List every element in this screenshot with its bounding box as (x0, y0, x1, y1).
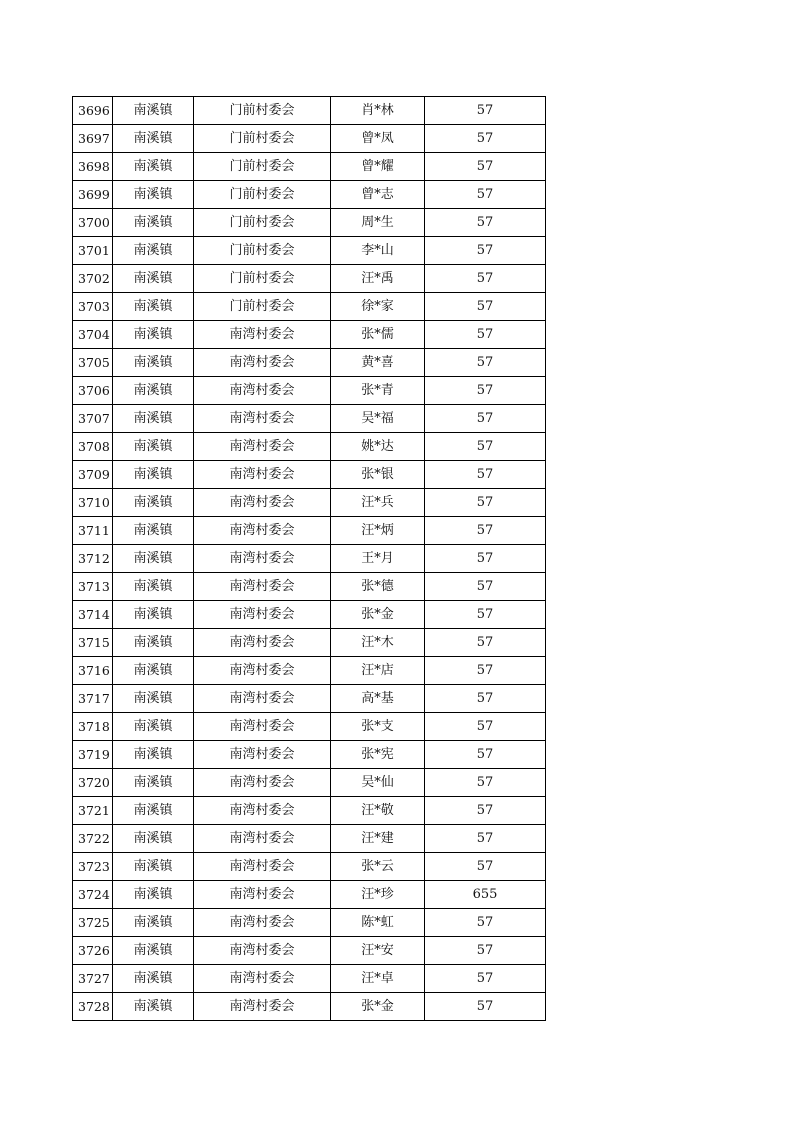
table-row (73, 965, 546, 993)
cell-id: 3701 (73, 237, 113, 265)
cell-name: 汪*禹 (331, 265, 425, 293)
table-row (73, 461, 546, 489)
cell-town: 南溪镇 (113, 573, 194, 601)
table-row (73, 685, 546, 713)
cell-town: 南溪镇 (113, 125, 194, 153)
cell-village: 南湾村委会 (194, 461, 331, 489)
cell-amount: 57 (425, 293, 546, 321)
cell-amount: 57 (425, 209, 546, 237)
cell-town: 南溪镇 (113, 629, 194, 657)
roster-table (72, 96, 546, 1021)
cell-id: 3702 (73, 265, 113, 293)
cell-amount: 57 (425, 629, 546, 657)
cell-town: 南溪镇 (113, 293, 194, 321)
cell-amount: 57 (425, 825, 546, 853)
cell-name: 汪*建 (331, 825, 425, 853)
table-row (73, 545, 546, 573)
table-row (73, 265, 546, 293)
cell-id: 3726 (73, 937, 113, 965)
cell-id: 3699 (73, 181, 113, 209)
cell-village: 南湾村委会 (194, 433, 331, 461)
cell-id: 3727 (73, 965, 113, 993)
cell-name: 张*云 (331, 853, 425, 881)
cell-amount: 57 (425, 97, 546, 125)
cell-amount: 57 (425, 909, 546, 937)
cell-id: 3720 (73, 769, 113, 797)
cell-id: 3717 (73, 685, 113, 713)
cell-village: 南湾村委会 (194, 321, 331, 349)
cell-amount: 57 (425, 601, 546, 629)
cell-amount: 57 (425, 741, 546, 769)
cell-village: 南湾村委会 (194, 517, 331, 545)
cell-town: 南溪镇 (113, 181, 194, 209)
cell-town: 南溪镇 (113, 713, 194, 741)
cell-name: 徐*家 (331, 293, 425, 321)
cell-town: 南溪镇 (113, 601, 194, 629)
cell-amount: 57 (425, 489, 546, 517)
cell-id: 3722 (73, 825, 113, 853)
cell-town: 南溪镇 (113, 741, 194, 769)
cell-village: 南湾村委会 (194, 993, 331, 1021)
cell-id: 3706 (73, 377, 113, 405)
cell-town: 南溪镇 (113, 377, 194, 405)
cell-town: 南溪镇 (113, 685, 194, 713)
table-row (73, 293, 546, 321)
cell-town: 南溪镇 (113, 881, 194, 909)
cell-name: 曾*志 (331, 181, 425, 209)
cell-town: 南溪镇 (113, 237, 194, 265)
cell-id: 3703 (73, 293, 113, 321)
cell-name: 黄*喜 (331, 349, 425, 377)
cell-village: 南湾村委会 (194, 825, 331, 853)
roster-table-body (73, 97, 546, 1021)
table-row (73, 97, 546, 125)
cell-town: 南溪镇 (113, 489, 194, 517)
table-row (73, 405, 546, 433)
cell-amount: 57 (425, 517, 546, 545)
table-row (73, 629, 546, 657)
cell-name: 张*金 (331, 601, 425, 629)
cell-town: 南溪镇 (113, 265, 194, 293)
cell-name: 周*生 (331, 209, 425, 237)
cell-amount: 57 (425, 657, 546, 685)
cell-id: 3725 (73, 909, 113, 937)
cell-id: 3716 (73, 657, 113, 685)
cell-town: 南溪镇 (113, 545, 194, 573)
cell-name: 张*儒 (331, 321, 425, 349)
cell-village: 南湾村委会 (194, 657, 331, 685)
cell-town: 南溪镇 (113, 517, 194, 545)
cell-name: 张*金 (331, 993, 425, 1021)
cell-id: 3723 (73, 853, 113, 881)
cell-name: 汪*珍 (331, 881, 425, 909)
cell-town: 南溪镇 (113, 965, 194, 993)
cell-village: 门前村委会 (194, 153, 331, 181)
cell-amount: 57 (425, 797, 546, 825)
table-row (73, 657, 546, 685)
cell-name: 汪*店 (331, 657, 425, 685)
cell-village: 南湾村委会 (194, 881, 331, 909)
table-row (73, 909, 546, 937)
cell-amount: 57 (425, 573, 546, 601)
cell-village: 门前村委会 (194, 265, 331, 293)
table-row (73, 993, 546, 1021)
cell-name: 曾*凤 (331, 125, 425, 153)
cell-village: 门前村委会 (194, 209, 331, 237)
cell-town: 南溪镇 (113, 909, 194, 937)
cell-id: 3714 (73, 601, 113, 629)
cell-id: 3711 (73, 517, 113, 545)
cell-name: 曾*耀 (331, 153, 425, 181)
cell-id: 3728 (73, 993, 113, 1021)
cell-name: 吴*福 (331, 405, 425, 433)
cell-name: 汪*卓 (331, 965, 425, 993)
cell-village: 南湾村委会 (194, 377, 331, 405)
cell-village: 南湾村委会 (194, 965, 331, 993)
cell-village: 南湾村委会 (194, 545, 331, 573)
cell-village: 南湾村委会 (194, 797, 331, 825)
cell-id: 3712 (73, 545, 113, 573)
cell-name: 张*银 (331, 461, 425, 489)
cell-id: 3709 (73, 461, 113, 489)
cell-name: 汪*敬 (331, 797, 425, 825)
cell-id: 3696 (73, 97, 113, 125)
cell-amount: 57 (425, 965, 546, 993)
cell-name: 张*德 (331, 573, 425, 601)
cell-village: 南湾村委会 (194, 909, 331, 937)
table-row (73, 853, 546, 881)
cell-amount: 57 (425, 461, 546, 489)
table-row (73, 881, 546, 909)
cell-name: 吴*仙 (331, 769, 425, 797)
table-row (73, 797, 546, 825)
cell-village: 南湾村委会 (194, 629, 331, 657)
cell-town: 南溪镇 (113, 657, 194, 685)
cell-name: 汪*炳 (331, 517, 425, 545)
cell-village: 南湾村委会 (194, 601, 331, 629)
cell-id: 3698 (73, 153, 113, 181)
cell-village: 南湾村委会 (194, 769, 331, 797)
cell-name: 汪*木 (331, 629, 425, 657)
cell-amount: 57 (425, 125, 546, 153)
table-row (73, 377, 546, 405)
cell-town: 南溪镇 (113, 993, 194, 1021)
cell-amount: 57 (425, 265, 546, 293)
cell-amount: 57 (425, 713, 546, 741)
cell-town: 南溪镇 (113, 433, 194, 461)
cell-village: 南湾村委会 (194, 853, 331, 881)
cell-town: 南溪镇 (113, 853, 194, 881)
cell-id: 3718 (73, 713, 113, 741)
cell-name: 肖*林 (331, 97, 425, 125)
cell-id: 3710 (73, 489, 113, 517)
cell-amount: 57 (425, 853, 546, 881)
cell-name: 王*月 (331, 545, 425, 573)
cell-id: 3704 (73, 321, 113, 349)
cell-amount: 57 (425, 685, 546, 713)
table-row (73, 573, 546, 601)
cell-id: 3715 (73, 629, 113, 657)
cell-name: 张*宪 (331, 741, 425, 769)
cell-town: 南溪镇 (113, 937, 194, 965)
cell-id: 3707 (73, 405, 113, 433)
cell-village: 门前村委会 (194, 237, 331, 265)
cell-village: 门前村委会 (194, 125, 331, 153)
cell-village: 南湾村委会 (194, 685, 331, 713)
cell-id: 3700 (73, 209, 113, 237)
table-row (73, 825, 546, 853)
cell-name: 汪*兵 (331, 489, 425, 517)
cell-amount: 57 (425, 937, 546, 965)
cell-id: 3708 (73, 433, 113, 461)
cell-town: 南溪镇 (113, 461, 194, 489)
cell-town: 南溪镇 (113, 769, 194, 797)
cell-name: 汪*安 (331, 937, 425, 965)
cell-amount: 57 (425, 433, 546, 461)
cell-village: 南湾村委会 (194, 489, 331, 517)
cell-id: 3713 (73, 573, 113, 601)
cell-town: 南溪镇 (113, 153, 194, 181)
cell-village: 南湾村委会 (194, 741, 331, 769)
cell-name: 李*山 (331, 237, 425, 265)
cell-amount: 57 (425, 377, 546, 405)
table-row (73, 237, 546, 265)
table-row (73, 517, 546, 545)
table-row (73, 769, 546, 797)
cell-amount: 57 (425, 545, 546, 573)
cell-village: 门前村委会 (194, 97, 331, 125)
cell-amount: 57 (425, 321, 546, 349)
cell-name: 张*青 (331, 377, 425, 405)
table-row (73, 153, 546, 181)
cell-id: 3705 (73, 349, 113, 377)
cell-village: 南湾村委会 (194, 713, 331, 741)
table-row (73, 433, 546, 461)
table-row (73, 937, 546, 965)
cell-amount: 57 (425, 237, 546, 265)
table-row (73, 601, 546, 629)
cell-village: 南湾村委会 (194, 937, 331, 965)
cell-amount: 655 (425, 881, 546, 909)
table-row (73, 125, 546, 153)
cell-town: 南溪镇 (113, 825, 194, 853)
cell-id: 3724 (73, 881, 113, 909)
cell-amount: 57 (425, 181, 546, 209)
cell-name: 陈*虹 (331, 909, 425, 937)
table-row (73, 489, 546, 517)
cell-village: 南湾村委会 (194, 349, 331, 377)
cell-amount: 57 (425, 349, 546, 377)
cell-name: 张*支 (331, 713, 425, 741)
cell-amount: 57 (425, 405, 546, 433)
cell-town: 南溪镇 (113, 321, 194, 349)
cell-village: 南湾村委会 (194, 573, 331, 601)
cell-village: 门前村委会 (194, 181, 331, 209)
table-row (73, 181, 546, 209)
cell-amount: 57 (425, 153, 546, 181)
table-row (73, 741, 546, 769)
cell-id: 3697 (73, 125, 113, 153)
cell-village: 门前村委会 (194, 293, 331, 321)
cell-amount: 57 (425, 993, 546, 1021)
cell-amount: 57 (425, 769, 546, 797)
cell-town: 南溪镇 (113, 97, 194, 125)
table-row (73, 321, 546, 349)
cell-town: 南溪镇 (113, 349, 194, 377)
table-row (73, 713, 546, 741)
table-row (73, 209, 546, 237)
cell-name: 姚*达 (331, 433, 425, 461)
cell-town: 南溪镇 (113, 209, 194, 237)
cell-name: 高*基 (331, 685, 425, 713)
cell-village: 南湾村委会 (194, 405, 331, 433)
cell-town: 南溪镇 (113, 797, 194, 825)
table-row (73, 349, 546, 377)
cell-id: 3721 (73, 797, 113, 825)
cell-id: 3719 (73, 741, 113, 769)
cell-town: 南溪镇 (113, 405, 194, 433)
